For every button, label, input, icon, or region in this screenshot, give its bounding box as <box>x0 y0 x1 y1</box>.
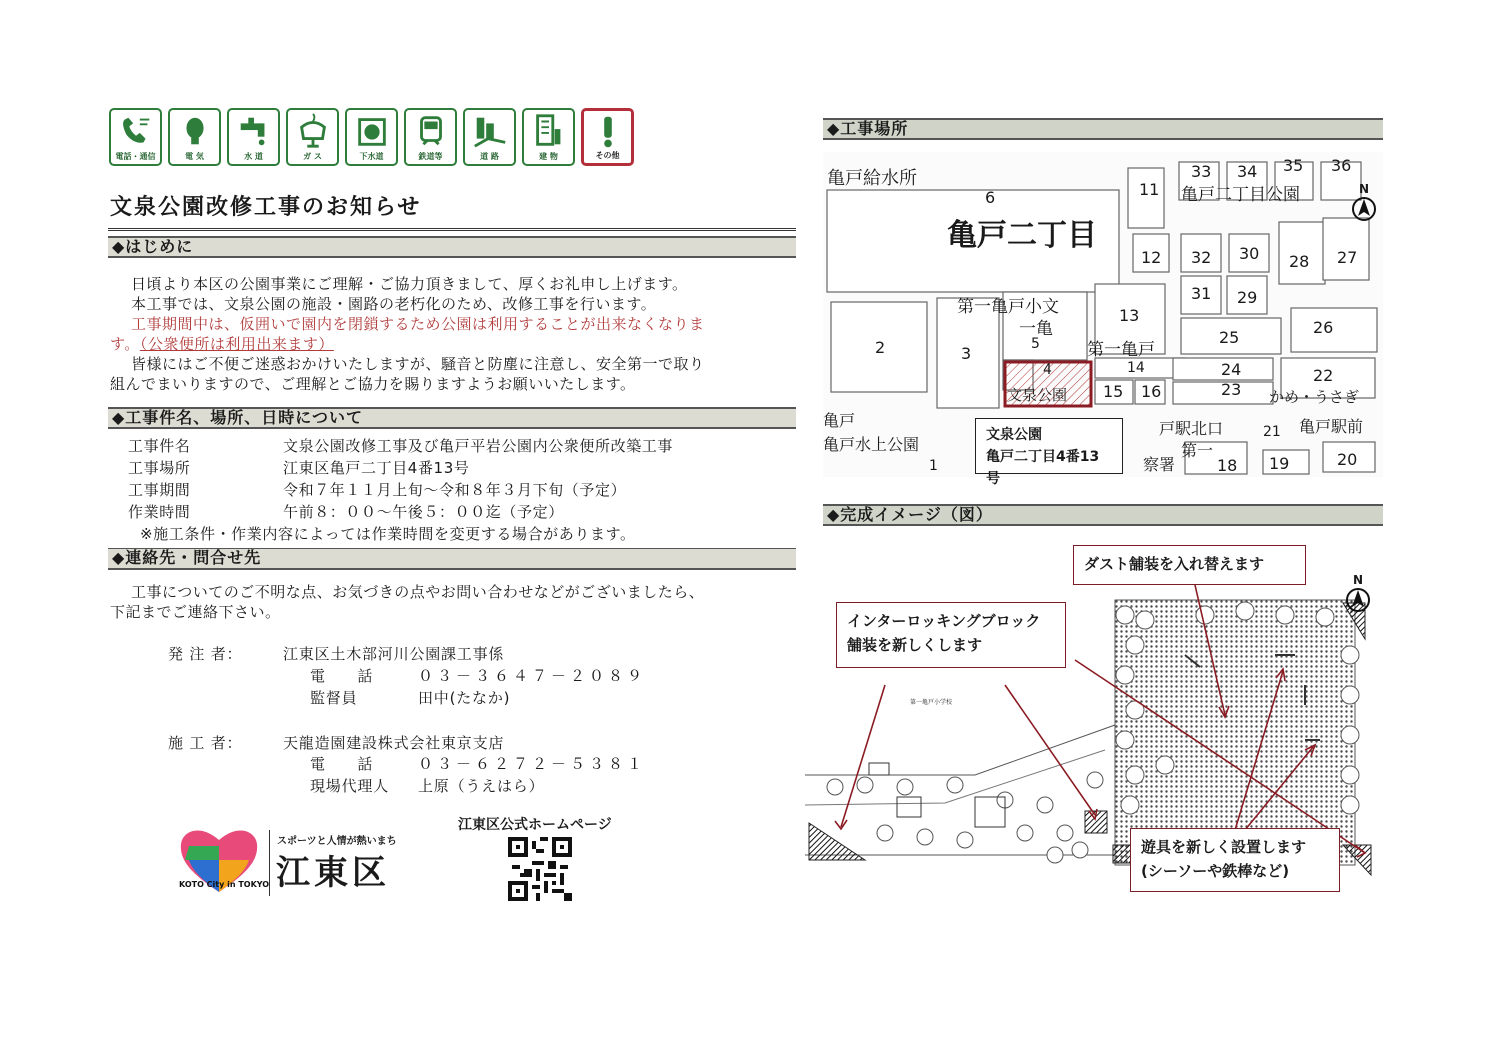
callout-new-playground <box>1130 828 1340 892</box>
detail-value: 江東区亀戸二丁目4番13号 <box>283 459 470 477</box>
detail-label: 作業時間 <box>128 503 191 521</box>
callout-dust-pavement: ダスト舗装を入れ替えます <box>1073 545 1306 585</box>
block-number: 11 <box>1139 180 1160 199</box>
detail-label: 工事件名 <box>128 437 191 455</box>
callout-interlocking-block <box>836 602 1066 668</box>
category-label: 鉄道等 <box>418 152 443 161</box>
homepage-label: 江東区公式ホームページ <box>458 817 612 833</box>
block-number: 22 <box>1313 366 1334 385</box>
logo-divider <box>269 830 270 896</box>
detail-label: 工事場所 <box>128 459 191 477</box>
contractor-tel: ０３－６２７２－５３８１ <box>418 755 647 773</box>
page-title: 文泉公園改修工事のお知らせ <box>110 195 422 220</box>
callout-text: インターロッキングブロック <box>847 612 1041 630</box>
location-label-address: 亀戸二丁目4番13号 <box>986 449 1100 487</box>
map-label-kameido-station: 亀戸駅前 <box>1299 417 1364 436</box>
block-number: 12 <box>1141 248 1162 267</box>
callout-text: 遊具を新しく設置します <box>1141 838 1307 856</box>
block-number: 18 <box>1217 456 1238 475</box>
map-label-park: 文泉公園 <box>1007 386 1068 404</box>
category-label: 道 路 <box>480 152 499 161</box>
section-heading-image: ◆完成イメージ（図） <box>823 504 1383 526</box>
map-label-kindergarten: 第一亀戸 <box>1087 340 1155 360</box>
north-label: N <box>1358 182 1370 196</box>
category-electric <box>168 108 221 166</box>
block-number: 6 <box>985 188 996 207</box>
detail-row-place <box>128 457 469 479</box>
train-icon <box>412 113 450 149</box>
category-building <box>522 108 575 166</box>
detail-row-name <box>128 435 673 457</box>
divider <box>108 228 796 231</box>
north-arrow-icon <box>1343 575 1373 613</box>
category-phone <box>109 108 162 166</box>
map-label-water-station: 亀戸給水所 <box>827 168 917 189</box>
category-label: ガ ス <box>303 152 322 161</box>
block-number: 28 <box>1289 252 1310 271</box>
orderer-name: 江東区土木部河川公園課工事係 <box>283 645 505 663</box>
intro-line-6: 組んでまいりますので、ご理解とご協力を賜りますようお願いいたします。 <box>110 375 636 393</box>
north-label: N <box>1352 575 1364 587</box>
intro-line-5: 皆様にはご不便ご迷惑おかけいたしますが、騒音と防塵に注意し、安全第一で取り <box>131 355 705 373</box>
map-label-kameusagi: かめ・うさぎ <box>1269 388 1360 406</box>
block-number: 19 <box>1269 454 1290 473</box>
intro-closure-end: す。 <box>110 335 140 353</box>
map-label-station-north: 戸駅北口 <box>1159 419 1224 438</box>
category-label: 水 道 <box>244 152 263 161</box>
location-label-box <box>975 418 1123 487</box>
category-sewer <box>345 108 398 166</box>
map-label-kameido: 亀戸 <box>823 411 856 430</box>
block-number: 25 <box>1219 328 1240 347</box>
contact-line-2: 下記までご連絡下さい。 <box>110 603 281 621</box>
block-number: 1 <box>929 458 938 474</box>
sports-supports-logo <box>175 826 270 898</box>
block-number: 29 <box>1237 288 1258 307</box>
category-label: 電 気 <box>185 152 204 161</box>
phone-icon <box>117 113 155 149</box>
orderer-label: 発 注 者： <box>168 645 243 663</box>
block-number: 2 <box>875 338 886 357</box>
agent-name: 上原（うえはら） <box>418 777 545 795</box>
category-label: 電話・通信 <box>115 152 156 161</box>
lightbulb-icon <box>176 113 214 149</box>
block-number: 13 <box>1119 306 1140 325</box>
map-label-school-2: 一亀 <box>1019 319 1053 339</box>
toilet-available-note: （公衆便所は利用出来ます） <box>139 335 334 353</box>
supervisor-label: 監督員 <box>310 689 358 707</box>
callout-text: (シーソーや鉄棒など) <box>1141 862 1290 880</box>
detail-value: 午前８：００～午後５：００迄（予定） <box>283 503 564 521</box>
block-number: 3 <box>961 344 972 363</box>
block-number: 32 <box>1191 248 1212 267</box>
map-label-dai1: 第一 <box>1181 441 1214 460</box>
detail-note: ※施工条件・作業内容によっては作業時間を変更する場合があります。 <box>140 525 636 543</box>
block-number: 15 <box>1103 382 1124 401</box>
block-number: 16 <box>1141 382 1162 401</box>
callout-text: 舗装を新しくします <box>847 636 983 654</box>
block-number: 23 <box>1221 380 1242 399</box>
category-label: 建 物 <box>539 152 558 161</box>
road-icon <box>471 113 509 149</box>
category-label: 下水道 <box>359 152 384 161</box>
block-number: 20 <box>1337 450 1358 469</box>
block-number: 35 <box>1283 156 1304 175</box>
building-icon <box>530 113 568 149</box>
detail-value: 文泉公園改修工事及び亀戸平岩公園内公衆便所改築工事 <box>283 437 674 455</box>
school-label: 第一亀戸小学校 <box>910 699 953 706</box>
map-label-mizukami-park: 亀戸水上公園 <box>823 435 920 454</box>
category-other <box>581 108 634 166</box>
block-number: 31 <box>1191 284 1212 303</box>
ward-name-logo: 江東区 <box>276 853 390 893</box>
category-label: その他 <box>595 151 620 160</box>
location-label-park: 文泉公園 <box>986 427 1042 443</box>
contractor-name: 天龍造園建設株式会社東京支店 <box>283 734 505 752</box>
faucet-icon <box>235 113 273 149</box>
city-tag: KOTO City in TOKYO <box>179 880 270 889</box>
orderer-tel-label: 電 話 <box>310 667 374 685</box>
contractor-tel-label: 電 話 <box>310 755 374 773</box>
category-icon-row <box>109 108 634 166</box>
block-number: 26 <box>1313 318 1334 337</box>
block-number: 14 <box>1127 360 1145 376</box>
block-number: 4 <box>1043 362 1052 378</box>
intro-line-2: 本工事では、文泉公園の施設・園路の老朽化のため、改修工事を行います。 <box>131 295 657 313</box>
detail-value: 令和７年１１月上旬～令和８年３月下旬（予定） <box>283 481 627 499</box>
category-road <box>463 108 516 166</box>
block-number: 5 <box>1031 336 1040 352</box>
ward-slogan: スポーツと人情が熱いまち <box>277 836 397 847</box>
detail-label: 工事期間 <box>128 481 191 499</box>
section-heading-contact: ◆連絡先・問合せ先 <box>108 548 796 570</box>
block-number: 27 <box>1337 248 1358 267</box>
agent-label: 現場代理人 <box>310 777 390 795</box>
block-number: 33 <box>1191 162 1212 181</box>
homepage-qr-code[interactable] <box>508 837 572 901</box>
map-label-school: 第一亀戸小文 <box>957 297 1059 317</box>
intro-line-1: 日頃より本区の公園事業にご理解・ご協力頂きまして、厚くお礼申し上げます。 <box>131 275 688 293</box>
block-number: 24 <box>1221 360 1242 379</box>
block-number: 36 <box>1331 156 1352 175</box>
detail-row-period <box>128 479 626 501</box>
block-number: 21 <box>1263 424 1281 440</box>
map-label-district: 亀戸二丁目 <box>947 218 1097 253</box>
block-number: 30 <box>1239 244 1260 263</box>
section-heading-intro: ◆はじめに <box>108 236 796 258</box>
category-water <box>227 108 280 166</box>
map-label-police: 察署 <box>1143 455 1176 474</box>
intro-closure-notice: 工事期間中は、仮囲いで園内を閉鎖するため公園は利用することが出来なくなりま <box>131 315 705 333</box>
block-number: 34 <box>1237 162 1258 181</box>
intro-closure-notice-cont <box>110 334 334 354</box>
exclamation-icon <box>589 114 627 150</box>
sewer-icon <box>353 113 391 149</box>
category-gas <box>286 108 339 166</box>
detail-row-hours <box>128 501 564 523</box>
north-arrow-icon <box>1351 182 1377 222</box>
contractor-label: 施 工 者： <box>168 734 243 752</box>
gas-icon <box>294 113 332 149</box>
category-railway <box>404 108 457 166</box>
supervisor-name: 田中(たなか) <box>418 689 511 707</box>
section-heading-location: ◆工事場所 <box>823 118 1383 140</box>
orderer-tel: ０３－３６４７－２０８９ <box>418 667 647 685</box>
contact-line-1: 工事についてのご不明な点、お気づきの点やお問い合わせなどがございましたら、 <box>131 583 705 601</box>
section-heading-details: ◆工事件名、場所、日時について <box>108 407 796 429</box>
map-label-park-2chome: 亀戸二丁目公園 <box>1181 185 1300 205</box>
